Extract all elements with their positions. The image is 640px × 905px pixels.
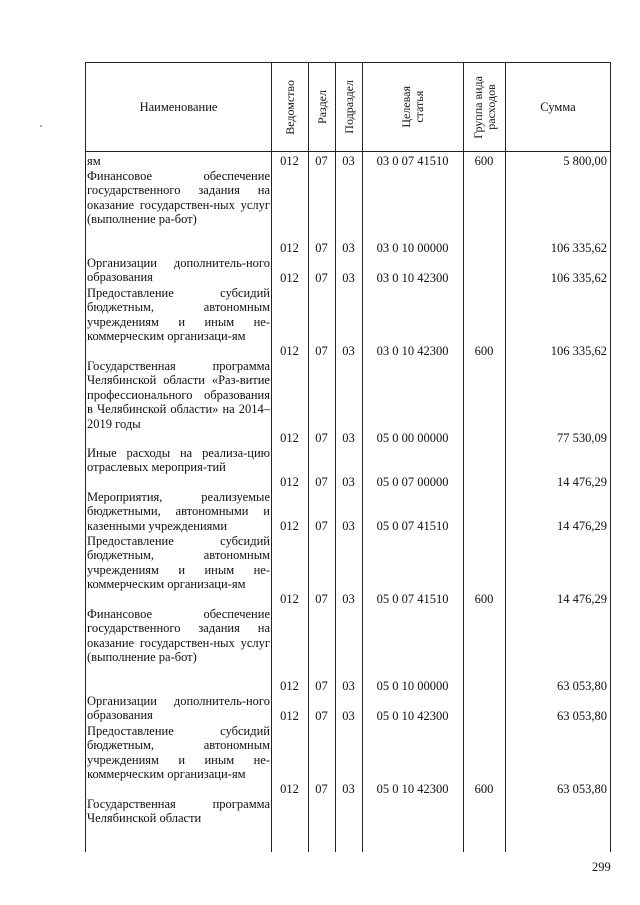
- table-header: [85, 62, 611, 152]
- row-podrazdel: 03: [342, 708, 355, 723]
- table-row: [85, 797, 611, 827]
- row-vedomstvo: 012: [280, 270, 299, 285]
- row-summa: 106 335,62: [550, 343, 607, 358]
- table-row: [85, 534, 611, 606]
- row-celevaya: 05 0 10 00000: [376, 678, 449, 693]
- row-celevaya: 05 0 00 00000: [376, 430, 449, 445]
- scan-speck: [40, 125, 42, 127]
- header-podrazdel-cell: [336, 63, 363, 151]
- header-summa: Сумма: [540, 99, 576, 114]
- header-podrazdel: Подраздел: [341, 80, 356, 134]
- table-row: [85, 446, 611, 489]
- row-vedomstvo: 012: [280, 474, 299, 489]
- header-gruppa-cell: [464, 63, 506, 151]
- row-name: Предоставление субсидий бюджетным, автономным учреждениям и иным не-коммерческим организаци-ям: [87, 534, 270, 592]
- header-celevaya: Целевая статья: [399, 86, 426, 128]
- row-razdel: 07: [315, 153, 328, 168]
- table-row: [85, 490, 611, 533]
- row-vedomstvo: 012: [280, 708, 299, 723]
- row-celevaya: 05 0 10 42300: [376, 708, 449, 723]
- header-vedomstvo-cell: [272, 63, 309, 151]
- row-vedomstvo: 012: [280, 153, 299, 168]
- row-name: Мероприятия, реализуемые бюджетными, автономными и казенными учреждениями: [87, 490, 270, 533]
- row-vedomstvo: 012: [280, 678, 299, 693]
- row-podrazdel: 03: [342, 518, 355, 533]
- header-razdel: Раздел: [314, 90, 329, 124]
- row-summa: 63 053,80: [557, 708, 607, 723]
- row-podrazdel: 03: [342, 153, 355, 168]
- row-summa: 5 800,00: [563, 153, 607, 168]
- header-summa-cell: [506, 63, 610, 151]
- row-gruppa: 600: [474, 591, 494, 606]
- row-summa: 106 335,62: [550, 240, 607, 255]
- row-name: Организации дополнитель-ного образования: [87, 256, 270, 285]
- row-vedomstvo: 012: [280, 591, 299, 606]
- row-razdel: 07: [315, 270, 328, 285]
- header-vedomstvo: Ведомство: [282, 79, 297, 135]
- table-row: [85, 286, 611, 358]
- row-celevaya: 05 0 07 00000: [376, 474, 449, 489]
- table-body: [85, 152, 611, 852]
- row-podrazdel: 03: [342, 343, 355, 358]
- header-celevaya-cell: [363, 63, 464, 151]
- table-row: [85, 169, 611, 255]
- row-vedomstvo: 012: [280, 343, 299, 358]
- row-razdel: 07: [315, 591, 328, 606]
- row-summa: 14 476,29: [557, 518, 607, 533]
- row-vedomstvo: 012: [280, 781, 299, 796]
- row-summa: 14 476,29: [557, 474, 607, 489]
- row-podrazdel: 03: [342, 474, 355, 489]
- row-summa: 77 530,09: [557, 430, 607, 445]
- row-razdel: 07: [315, 343, 328, 358]
- row-name: ям: [87, 154, 101, 168]
- row-razdel: 07: [315, 430, 328, 445]
- row-summa: 14 476,29: [557, 591, 607, 606]
- row-podrazdel: 03: [342, 678, 355, 693]
- row-gruppa: 600: [474, 781, 494, 796]
- row-vedomstvo: 012: [280, 518, 299, 533]
- row-podrazdel: 03: [342, 430, 355, 445]
- row-name: Предоставление субсидий бюджетным, автономным учреждениям и иным не-коммерческим организаци-ям: [87, 286, 270, 344]
- table-row: [85, 359, 611, 445]
- row-summa: 63 053,80: [557, 678, 607, 693]
- row-vedomstvo: 012: [280, 240, 299, 255]
- row-celevaya: 05 0 07 41510: [376, 591, 449, 606]
- table-row: [85, 154, 611, 168]
- row-podrazdel: 03: [342, 270, 355, 285]
- row-podrazdel: 03: [342, 240, 355, 255]
- row-name: Финансовое обеспечение государственного задания на оказание государствен-ных услуг (выполнение ра-бот): [87, 169, 270, 227]
- row-gruppa: 600: [474, 153, 494, 168]
- row-razdel: 07: [315, 240, 328, 255]
- row-name: Предоставление субсидий бюджетным, автономным учреждениям и иным не-коммерческим организаци-ям: [87, 724, 270, 782]
- header-name: Наименование: [139, 99, 218, 114]
- table-row: [85, 724, 611, 796]
- table-row: [85, 607, 611, 693]
- row-podrazdel: 03: [342, 591, 355, 606]
- row-name: Государственная программа Челябинской области «Раз-витие профессионального образования в Челябинской области» на 2014–2019 годы: [87, 359, 270, 431]
- row-celevaya: 03 0 10 42300: [376, 343, 449, 358]
- header-razdel-cell: [309, 63, 336, 151]
- row-celevaya: 05 0 07 41510: [376, 518, 449, 533]
- row-razdel: 07: [315, 518, 328, 533]
- header-gruppa: Группа вида расходов: [470, 75, 498, 139]
- row-razdel: 07: [315, 678, 328, 693]
- row-celevaya: 05 0 10 42300: [376, 781, 449, 796]
- page-number: 299: [592, 860, 611, 874]
- row-name: Организации дополнитель-ного образования: [87, 694, 270, 723]
- row-razdel: 07: [315, 708, 328, 723]
- row-summa: 63 053,80: [557, 781, 607, 796]
- table-row: [85, 694, 611, 723]
- header-name-cell: [86, 63, 272, 151]
- row-celevaya: 03 0 10 00000: [376, 240, 449, 255]
- row-name: Государственная программа Челябинской области: [87, 797, 270, 826]
- row-name: Иные расходы на реализа-цию отраслевых мероприя-тий: [87, 446, 270, 475]
- row-podrazdel: 03: [342, 781, 355, 796]
- row-razdel: 07: [315, 474, 328, 489]
- row-vedomstvo: 012: [280, 430, 299, 445]
- row-summa: 106 335,62: [550, 270, 607, 285]
- row-gruppa: 600: [474, 343, 494, 358]
- row-celevaya: 03 0 07 41510: [376, 153, 449, 168]
- table-row: [85, 256, 611, 285]
- row-razdel: 07: [315, 781, 328, 796]
- row-celevaya: 03 0 10 42300: [376, 270, 449, 285]
- row-name: Финансовое обеспечение государственного задания на оказание государствен-ных услуг (выполнение ра-бот): [87, 607, 270, 665]
